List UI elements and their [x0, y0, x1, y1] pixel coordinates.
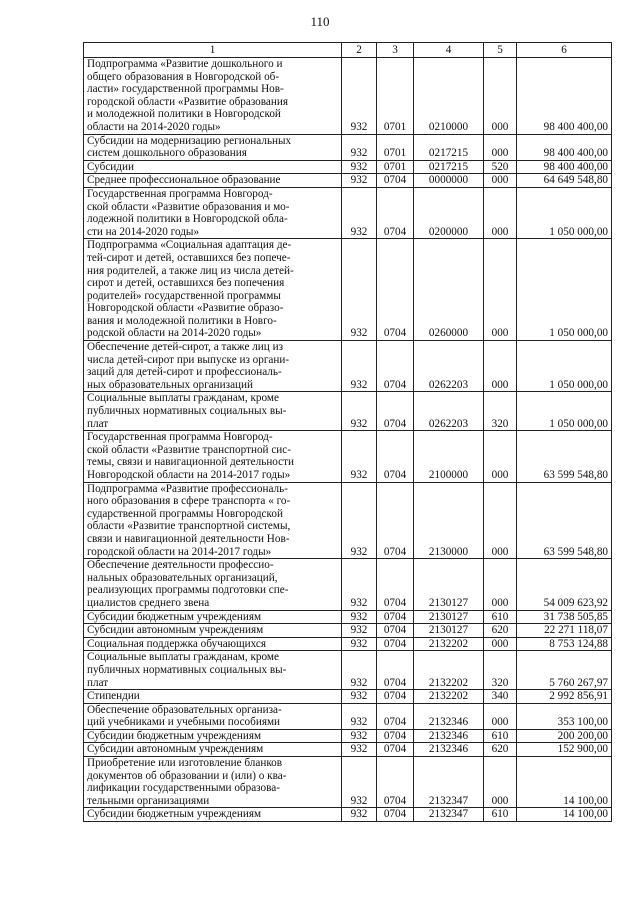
cell-section: 0704: [377, 743, 414, 757]
cell-expense-type: 320: [484, 651, 517, 690]
table-row: [84, 187, 612, 238]
cell-target-article: 0217215: [414, 160, 484, 174]
cell-chapter: 932: [342, 174, 377, 188]
row-description: Субсидии бюджетным учреждениям: [84, 610, 342, 624]
cell-target-article: 2132202: [414, 651, 484, 690]
cell-target-article: 0200000: [414, 187, 484, 238]
cell-target-article: 2132346: [414, 703, 484, 729]
table-row: [84, 134, 612, 160]
cell-amount: 54 009 623,92: [517, 559, 612, 610]
table-row: [84, 482, 612, 559]
cell-amount: 8 753 124,88: [517, 637, 612, 651]
cell-expense-type: 520: [484, 160, 517, 174]
cell-chapter: 932: [342, 431, 377, 482]
cell-target-article: 2100000: [414, 431, 484, 482]
cell-section: 0704: [377, 690, 414, 704]
header-cell: 2: [342, 43, 377, 58]
row-description: Субсидии бюджетным учреждениям: [84, 729, 342, 743]
cell-section: 0704: [377, 808, 414, 822]
cell-expense-type: 000: [484, 482, 517, 559]
cell-expense-type: 340: [484, 690, 517, 704]
cell-expense-type: 620: [484, 624, 517, 638]
table-row: [84, 392, 612, 431]
cell-chapter: 932: [342, 651, 377, 690]
row-description: Субсидии бюджетным учреждениям: [84, 808, 342, 822]
cell-amount: 200 200,00: [517, 729, 612, 743]
cell-amount: 14 100,00: [517, 757, 612, 808]
cell-chapter: 932: [342, 757, 377, 808]
cell-target-article: 2130127: [414, 624, 484, 638]
cell-amount: 14 100,00: [517, 808, 612, 822]
row-description: Подпрограмма «Развитие дошкольного и общего образования в Новгородской об- ласти» государственной программы Нов- городской области «Развитие образования и молодежной политики в Новгородской области на 2014-2020 годы»: [84, 58, 342, 135]
cell-amount: 98 400 400,00: [517, 58, 612, 135]
cell-section: 0704: [377, 187, 414, 238]
cell-chapter: 932: [342, 559, 377, 610]
cell-section: 0704: [377, 624, 414, 638]
cell-section: 0704: [377, 174, 414, 188]
table-row: [84, 637, 612, 651]
cell-amount: 98 400 400,00: [517, 134, 612, 160]
cell-chapter: 932: [342, 187, 377, 238]
cell-section: 0701: [377, 134, 414, 160]
cell-section: 0701: [377, 58, 414, 135]
table-row: [84, 58, 612, 135]
cell-section: 0704: [377, 703, 414, 729]
cell-section: 0704: [377, 482, 414, 559]
table-row: [84, 160, 612, 174]
row-description: Приобретение или изготовление бланков документов об образовании и (или) о ква- лификации государственными образова- тельными организациями: [84, 757, 342, 808]
table-row: [84, 757, 612, 808]
row-description: Обеспечение детей-сирот, а также лиц из числа детей-сирот при выпуске из органи- заций для детей-сирот и профессиональ- ных образовательных организаций: [84, 341, 342, 392]
cell-target-article: 2130127: [414, 559, 484, 610]
cell-expense-type: 000: [484, 187, 517, 238]
cell-amount: 64 649 548,80: [517, 174, 612, 188]
cell-target-article: 0260000: [414, 239, 484, 341]
row-description: Подпрограмма «Развитие профессиональ- ного образования в сфере транспорта « го- сударственной программы Новгородской области «Развитие транспортной системы, связи и навигационной деятельности Нов- городской области на 2014-2017 годы»: [84, 482, 342, 559]
cell-section: 0704: [377, 341, 414, 392]
cell-amount: 63 599 548,80: [517, 482, 612, 559]
header-cell: 4: [414, 43, 484, 58]
row-description: Среднее профессиональное образование: [84, 174, 342, 188]
cell-expense-type: 000: [484, 637, 517, 651]
header-cell: 3: [377, 43, 414, 58]
cell-target-article: 2130127: [414, 610, 484, 624]
cell-chapter: 932: [342, 341, 377, 392]
cell-chapter: 932: [342, 482, 377, 559]
row-description: Стипендии: [84, 690, 342, 704]
cell-target-article: 2132347: [414, 808, 484, 822]
table-row: [84, 624, 612, 638]
row-description: Субсидии: [84, 160, 342, 174]
row-description: Субсидии автономным учреждениям: [84, 743, 342, 757]
cell-amount: 5 760 267,97: [517, 651, 612, 690]
cell-chapter: 932: [342, 729, 377, 743]
row-description: Социальная поддержка обучающихся: [84, 637, 342, 651]
table-row: [84, 431, 612, 482]
row-description: Социальные выплаты гражданам, кроме публичных нормативных социальных вы- плат: [84, 651, 342, 690]
table-row: [84, 239, 612, 341]
cell-section: 0704: [377, 637, 414, 651]
cell-chapter: 932: [342, 392, 377, 431]
cell-amount: 353 100,00: [517, 703, 612, 729]
budget-table: [83, 42, 612, 822]
cell-chapter: 932: [342, 637, 377, 651]
cell-expense-type: 000: [484, 757, 517, 808]
cell-section: 0704: [377, 610, 414, 624]
table-row: [84, 174, 612, 188]
cell-chapter: 932: [342, 808, 377, 822]
cell-target-article: 2130000: [414, 482, 484, 559]
cell-section: 0704: [377, 392, 414, 431]
cell-chapter: 932: [342, 610, 377, 624]
table-row: [84, 341, 612, 392]
table-row: [84, 808, 612, 822]
cell-expense-type: 000: [484, 431, 517, 482]
cell-amount: 1 050 000,00: [517, 392, 612, 431]
header-cell: 5: [484, 43, 517, 58]
cell-section: 0704: [377, 729, 414, 743]
cell-amount: 1 050 000,00: [517, 187, 612, 238]
cell-expense-type: 610: [484, 729, 517, 743]
cell-expense-type: 000: [484, 58, 517, 135]
cell-section: 0704: [377, 559, 414, 610]
cell-chapter: 932: [342, 624, 377, 638]
cell-section: 0704: [377, 651, 414, 690]
cell-expense-type: 320: [484, 392, 517, 431]
cell-amount: 63 599 548,80: [517, 431, 612, 482]
cell-expense-type: 000: [484, 174, 517, 188]
cell-target-article: 2132346: [414, 729, 484, 743]
cell-target-article: 0000000: [414, 174, 484, 188]
cell-expense-type: 000: [484, 703, 517, 729]
cell-target-article: 2132202: [414, 637, 484, 651]
cell-chapter: 932: [342, 160, 377, 174]
row-description: Подпрограмма «Социальная адаптация де- тей-сирот и детей, оставшихся без попече- ния родителей, а также лиц из числа детей- сирот и детей, оставшихся без попечения родителей» государственной программы Новгородской области «Развитие образо- вания и молодежной политики в Новго- родской области на 2014-2020 годы»: [84, 239, 342, 341]
cell-amount: 31 738 505,85: [517, 610, 612, 624]
cell-amount: 1 050 000,00: [517, 341, 612, 392]
cell-chapter: 932: [342, 239, 377, 341]
cell-section: 0704: [377, 239, 414, 341]
cell-section: 0704: [377, 757, 414, 808]
table-row: [84, 729, 612, 743]
table-row: [84, 610, 612, 624]
cell-chapter: 932: [342, 743, 377, 757]
cell-expense-type: 000: [484, 134, 517, 160]
cell-expense-type: 000: [484, 341, 517, 392]
cell-expense-type: 610: [484, 610, 517, 624]
row-description: Обеспечение образовательных организа- ций учебниками и учебными пособиями: [84, 703, 342, 729]
cell-target-article: 0217215: [414, 134, 484, 160]
page-number: 110: [310, 14, 330, 29]
row-description: Субсидии на модернизацию региональных систем дошкольного образования: [84, 134, 342, 160]
cell-section: 0704: [377, 431, 414, 482]
header-cell: 6: [517, 43, 612, 58]
row-description: Обеспечение деятельности профессио- нальных образовательных организаций, реализующих программы подготовки спе- циалистов среднего звена: [84, 559, 342, 610]
cell-chapter: 932: [342, 703, 377, 729]
row-description: Государственная программа Новгород- ской области «Развитие транспортной сис- темы, связи и навигационной деятельности Новгородской области на 2014-2017 годы»: [84, 431, 342, 482]
cell-chapter: 932: [342, 690, 377, 704]
table-row: [84, 743, 612, 757]
cell-chapter: 932: [342, 58, 377, 135]
header-cell: 1: [84, 43, 342, 58]
cell-amount: 22 271 118,07: [517, 624, 612, 638]
cell-target-article: 0210000: [414, 58, 484, 135]
cell-target-article: 0262203: [414, 392, 484, 431]
cell-amount: 152 900,00: [517, 743, 612, 757]
cell-amount: 2 992 856,91: [517, 690, 612, 704]
cell-target-article: 2132202: [414, 690, 484, 704]
row-description: Государственная программа Новгород- ской области «Развитие образования и мо- лодежной политики в Новгородской обла- сти на 2014-2020 годы»: [84, 187, 342, 238]
cell-expense-type: 000: [484, 559, 517, 610]
cell-chapter: 932: [342, 134, 377, 160]
cell-target-article: 0262203: [414, 341, 484, 392]
cell-expense-type: 620: [484, 743, 517, 757]
cell-expense-type: 610: [484, 808, 517, 822]
cell-expense-type: 000: [484, 239, 517, 341]
cell-amount: 1 050 000,00: [517, 239, 612, 341]
cell-section: 0701: [377, 160, 414, 174]
table-row: [84, 690, 612, 704]
cell-target-article: 2132347: [414, 757, 484, 808]
cell-amount: 98 400 400,00: [517, 160, 612, 174]
row-description: Субсидии автономным учреждениям: [84, 624, 342, 638]
cell-target-article: 2132346: [414, 743, 484, 757]
row-description: Социальные выплаты гражданам, кроме публичных нормативных социальных вы- плат: [84, 392, 342, 431]
table-body: [84, 58, 612, 822]
table-row: [84, 559, 612, 610]
table-row: [84, 651, 612, 690]
table-row: [84, 703, 612, 729]
table-header-row: [84, 43, 612, 58]
